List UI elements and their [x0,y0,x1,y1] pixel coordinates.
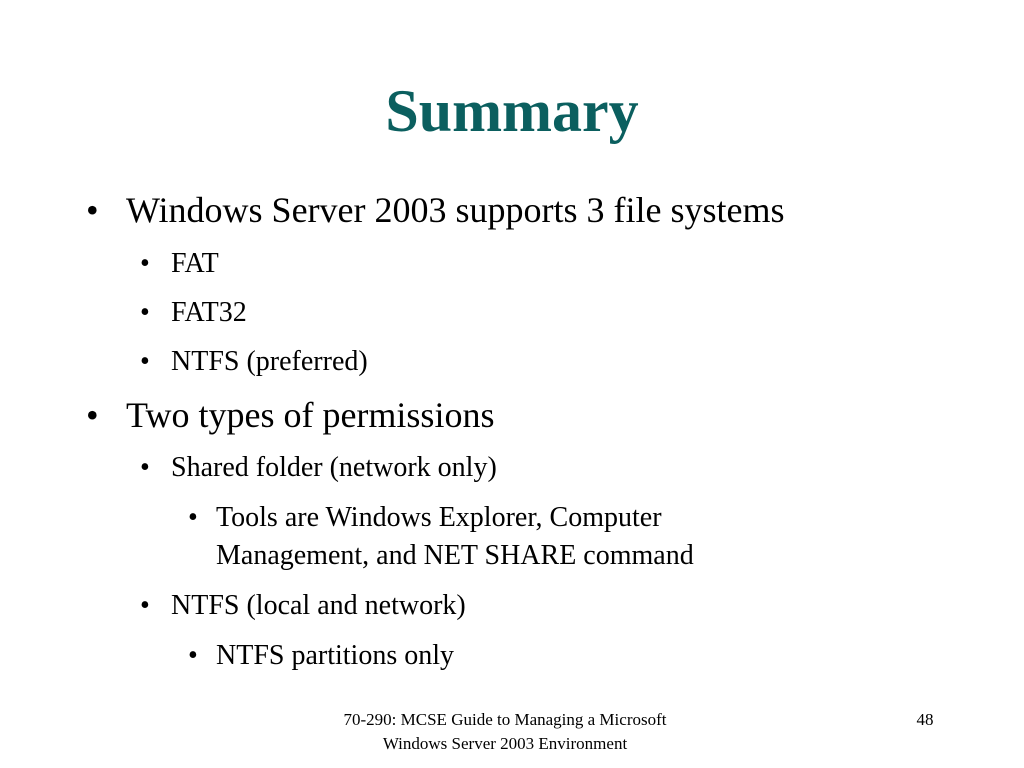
footer-line-1: 70-290: MCSE Guide to Managing a Microsoft [343,710,667,729]
bullet-dot-icon: • [140,590,150,621]
bullet-dot-icon: • [188,502,198,533]
bullet-dot-icon: • [140,452,150,483]
bullet-dot-icon: • [86,190,99,230]
footer-line-2: Windows Server 2003 Environment [382,734,628,753]
bullet-text: NTFS partitions only [216,640,455,671]
bullet-text: FAT [171,248,219,279]
bullet-text-continuation: Management, and NET SHARE command [216,540,694,571]
bullet-dot-icon: • [188,640,198,671]
page-number: 48 [916,710,934,729]
bullet-text: Tools are Windows Explorer, Computer [216,502,662,533]
bullet-dot-icon: • [140,346,150,377]
bullet-dot-icon: • [86,395,99,435]
slide-footer [300,708,710,756]
bullet-text: FAT32 [171,297,247,328]
bullet-text: Windows Server 2003 supports 3 file systems [126,190,785,230]
bullet-text: Two types of permissions [126,395,495,435]
bullet-dot-icon: • [140,248,150,279]
bullet-text: NTFS (preferred) [171,346,368,377]
slide-title: Summary [385,78,639,144]
bullet-dot-icon: • [140,297,150,328]
bullet-text: Shared folder (network only) [171,452,497,483]
bullet-text: NTFS (local and network) [171,590,466,621]
